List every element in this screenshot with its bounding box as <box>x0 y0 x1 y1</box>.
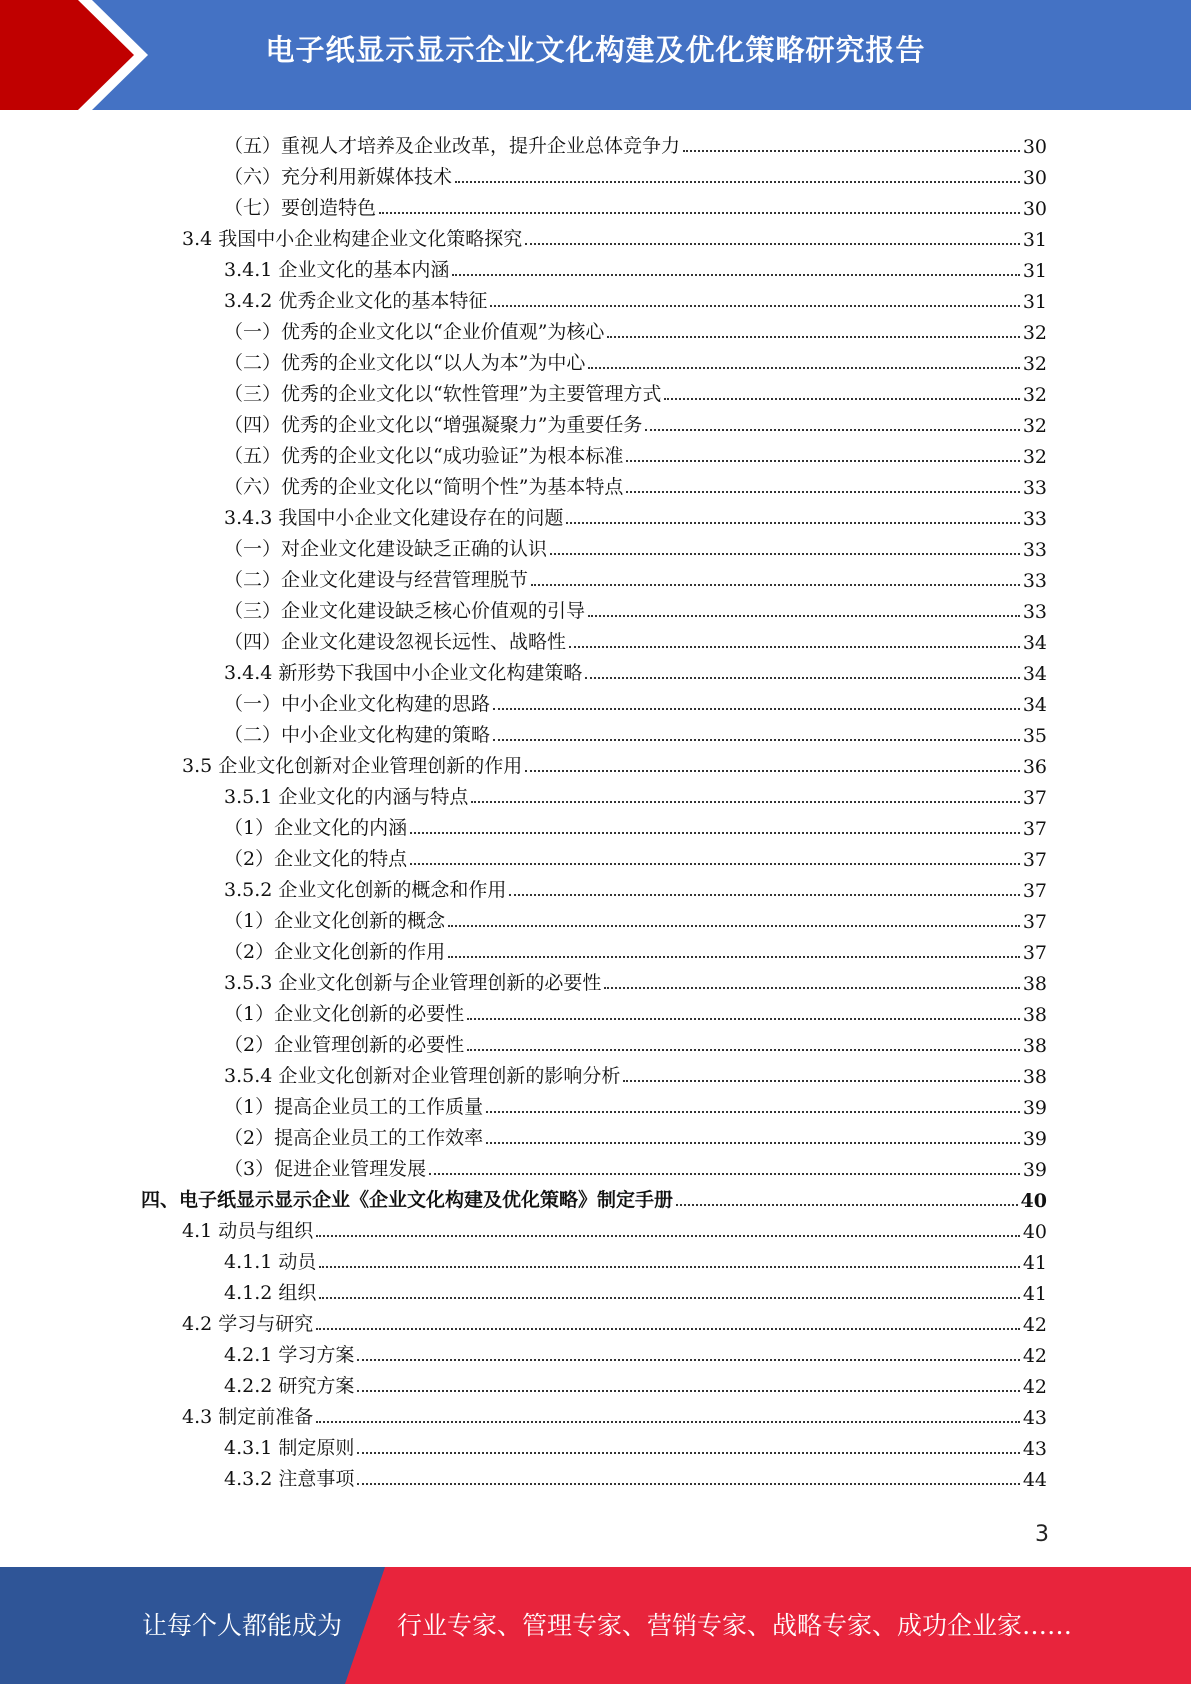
toc-entry-page: 40 <box>1020 1190 1047 1212</box>
footer-slogan-right: 行业专家、管理专家、营销专家、战略专家、成功企业家…… <box>397 1611 1073 1640</box>
toc-entry[interactable] <box>224 778 1047 809</box>
toc-entry-label: 4.3.2 注意事项 <box>224 1468 355 1490</box>
toc-entry-label: 四、电子纸显示显示企业《企业文化构建及优化策略》制定手册 <box>141 1189 674 1211</box>
toc-entry-label: 4.1 动员与组织 <box>182 1220 314 1242</box>
toc-entry-page: 41 <box>1022 1283 1047 1305</box>
dot-leader <box>550 552 1020 555</box>
toc-entry[interactable] <box>224 623 1047 654</box>
toc-entry[interactable] <box>224 1057 1047 1088</box>
toc-entry-page: 34 <box>1022 663 1047 685</box>
toc-entry-page: 33 <box>1022 601 1047 623</box>
toc-entry-page: 33 <box>1022 570 1047 592</box>
toc-entry[interactable] <box>182 220 1047 251</box>
footer-slogan-left: 让每个人都能成为 <box>142 1611 343 1640</box>
dot-leader <box>357 1358 1019 1361</box>
dot-leader <box>486 1141 1020 1144</box>
toc-entry-page: 34 <box>1022 694 1047 716</box>
toc-entry-page: 31 <box>1022 291 1047 313</box>
toc-entry-label: （三）企业文化建设缺乏核心价值观的引导 <box>224 600 586 622</box>
toc-entry-page: 30 <box>1022 198 1047 220</box>
dot-leader <box>676 1203 1018 1206</box>
toc-entry-label: 3.5.2 企业文化创新的概念和作用 <box>224 879 507 901</box>
toc-entry[interactable] <box>224 654 1047 685</box>
toc-entry[interactable] <box>224 406 1047 437</box>
toc-entry-page: 30 <box>1022 136 1047 158</box>
dot-leader <box>588 614 1020 617</box>
toc-entry-page: 42 <box>1022 1376 1047 1398</box>
toc-entry-label: （2）企业管理创新的必要性 <box>224 1034 465 1056</box>
dot-leader <box>357 1482 1019 1485</box>
toc-entry-page: 38 <box>1022 1004 1047 1026</box>
dot-leader <box>316 1420 1020 1423</box>
toc-entry-label: （五）重视人才培养及企业改革，提升企业总体竞争力 <box>224 135 681 157</box>
toc-entry-page: 35 <box>1022 725 1047 747</box>
toc-entry[interactable] <box>224 871 1047 902</box>
document-title: 电子纸显示显示企业文化构建及优化策略研究报告 <box>265 33 926 67</box>
toc-entry[interactable] <box>224 1274 1047 1305</box>
toc-entry-page: 42 <box>1022 1345 1047 1367</box>
toc-entry[interactable] <box>224 189 1047 220</box>
toc-entry-page: 39 <box>1022 1159 1047 1181</box>
toc-entry-page: 33 <box>1022 508 1047 530</box>
toc-entry-page: 38 <box>1022 1035 1047 1057</box>
dot-leader <box>410 862 1020 865</box>
dot-leader <box>493 738 1020 741</box>
toc-entry-page: 37 <box>1022 911 1047 933</box>
toc-entry-page: 38 <box>1022 1066 1047 1088</box>
toc-entry-label: 4.2.1 学习方案 <box>224 1344 355 1366</box>
toc-entry-label: （六）优秀的企业文化以“简明个性”为基本特点 <box>224 476 624 498</box>
dot-leader <box>493 707 1020 710</box>
dot-leader <box>525 242 1020 245</box>
toc-entry-label: 4.1.1 动员 <box>224 1251 317 1273</box>
toc-entry-page: 31 <box>1022 260 1047 282</box>
toc-entry-label: 3.5.3 企业文化创新与企业管理创新的必要性 <box>224 972 602 994</box>
toc-entry-label: 4.2 学习与研究 <box>182 1313 314 1335</box>
toc-entry-page: 37 <box>1022 787 1047 809</box>
toc-chapter-entry[interactable] <box>141 1181 1047 1212</box>
dot-leader <box>588 366 1019 369</box>
toc-entry-label: 3.4.4 新形势下我国中小企业文化构建策略 <box>224 662 583 684</box>
toc-entry[interactable] <box>224 313 1047 344</box>
toc-entry[interactable] <box>224 1429 1047 1460</box>
toc-entry-label: （一）中小企业文化构建的思路 <box>224 693 491 715</box>
dot-leader <box>626 490 1019 493</box>
toc-entry[interactable] <box>224 1460 1047 1491</box>
toc-entry[interactable] <box>224 251 1047 282</box>
toc-entry-label: （1）企业文化创新的必要性 <box>224 1003 465 1025</box>
toc-entry-page: 40 <box>1022 1221 1047 1243</box>
toc-entry[interactable] <box>224 282 1047 313</box>
dot-leader <box>664 397 1019 400</box>
toc-entry-label: （四）优秀的企业文化以“增强凝聚力”为重要任务 <box>224 414 643 436</box>
dot-leader <box>319 1296 1019 1299</box>
toc-entry-label: （2）企业文化创新的作用 <box>224 941 446 963</box>
toc-entry-label: （2）企业文化的特点 <box>224 848 408 870</box>
toc-entry-label: 3.5.4 企业文化创新对企业管理创新的影响分析 <box>224 1065 621 1087</box>
toc-entry[interactable] <box>224 902 1047 933</box>
toc-entry-page: 32 <box>1022 322 1047 344</box>
toc-entry-label: 3.4.1 企业文化的基本内涵 <box>224 259 450 281</box>
toc-entry-page: 33 <box>1022 477 1047 499</box>
toc-entry-label: （七）要创造特色 <box>224 197 377 219</box>
toc-entry[interactable] <box>224 1088 1047 1119</box>
toc-entry[interactable] <box>182 1212 1047 1243</box>
toc-entry-label: （二）优秀的企业文化以“以人为本”为中心 <box>224 352 586 374</box>
footer-banner <box>0 1567 1191 1684</box>
dot-leader <box>566 521 1019 524</box>
toc-entry[interactable] <box>224 1336 1047 1367</box>
toc-entry[interactable] <box>224 437 1047 468</box>
toc-entry-page: 39 <box>1022 1128 1047 1150</box>
toc-entry[interactable] <box>224 685 1047 716</box>
dot-leader <box>319 1265 1019 1268</box>
toc-entry-label: 3.4.3 我国中小企业文化建设存在的问题 <box>224 507 564 529</box>
toc-entry-page: 34 <box>1022 632 1047 654</box>
dot-leader <box>531 583 1020 586</box>
toc-entry[interactable] <box>224 933 1047 964</box>
toc-entry-page: 37 <box>1022 880 1047 902</box>
toc-entry-label: 3.4 我国中小企业构建企业文化策略探究 <box>182 228 523 250</box>
toc-entry[interactable] <box>224 1367 1047 1398</box>
toc-entry[interactable] <box>224 530 1047 561</box>
dot-leader <box>509 893 1019 896</box>
dot-leader <box>357 1451 1019 1454</box>
toc-entry[interactable] <box>224 964 1047 995</box>
toc-entry-page: 42 <box>1022 1314 1047 1336</box>
toc-entry[interactable] <box>224 1150 1047 1181</box>
toc-entry-page: 43 <box>1022 1438 1047 1460</box>
dot-leader <box>410 831 1020 834</box>
toc-entry-label: （2）提高企业员工的工作效率 <box>224 1127 484 1149</box>
dot-leader <box>471 800 1019 803</box>
toc-entry-label: 4.1.2 组织 <box>224 1282 317 1304</box>
dot-leader <box>486 1110 1020 1113</box>
dot-leader <box>623 1079 1019 1082</box>
dot-leader <box>448 955 1020 958</box>
dot-leader <box>525 769 1020 772</box>
page-number: 3 <box>1035 1522 1049 1547</box>
dot-leader <box>448 924 1020 927</box>
toc-entry-label: 4.2.2 研究方案 <box>224 1375 355 1397</box>
toc-entry-page: 38 <box>1022 973 1047 995</box>
dot-leader <box>357 1389 1019 1392</box>
toc-entry[interactable] <box>224 1119 1047 1150</box>
toc-entry-page: 30 <box>1022 167 1047 189</box>
toc-entry-label: 3.5.1 企业文化的内涵与特点 <box>224 786 469 808</box>
dot-leader <box>429 1172 1020 1175</box>
dot-leader <box>585 676 1019 679</box>
toc-entry-label: （一）对企业文化建设缺乏正确的认识 <box>224 538 548 560</box>
dot-leader <box>569 645 1020 648</box>
toc-entry[interactable] <box>224 809 1047 840</box>
toc-entry-label: （二）中小企业文化构建的策略 <box>224 724 491 746</box>
header-bar <box>0 0 1191 110</box>
toc-entry-page: 36 <box>1022 756 1047 778</box>
dot-leader <box>683 149 1020 152</box>
dot-leader <box>316 1327 1020 1330</box>
toc-entry-page: 37 <box>1022 849 1047 871</box>
toc-entry-page: 32 <box>1022 415 1047 437</box>
toc-entry-label: 3.4.2 优秀企业文化的基本特征 <box>224 290 488 312</box>
toc-entry-label: 4.3 制定前准备 <box>182 1406 314 1428</box>
toc-entry-page: 32 <box>1022 353 1047 375</box>
dot-leader <box>607 335 1019 338</box>
dot-leader <box>490 304 1019 307</box>
toc-entry-label: （二）企业文化建设与经营管理脱节 <box>224 569 529 591</box>
toc-entry-page: 39 <box>1022 1097 1047 1119</box>
chevron-arrow-icon <box>0 0 160 110</box>
toc-entry-label: （六）充分利用新媒体技术 <box>224 166 453 188</box>
dot-leader <box>452 273 1019 276</box>
toc-entry-label: （一）优秀的企业文化以“企业价值观”为核心 <box>224 321 605 343</box>
toc-entry[interactable] <box>182 1305 1047 1336</box>
dot-leader <box>645 428 1019 431</box>
toc-entry[interactable] <box>224 592 1047 623</box>
toc-entry[interactable] <box>224 468 1047 499</box>
toc-entry-page: 32 <box>1022 446 1047 468</box>
toc-entry-label: （四）企业文化建设忽视长远性、战略性 <box>224 631 567 653</box>
dot-leader <box>379 211 1020 214</box>
dot-leader <box>455 180 1020 183</box>
toc-entry[interactable] <box>224 561 1047 592</box>
toc-entry-label: 3.5 企业文化创新对企业管理创新的作用 <box>182 755 523 777</box>
toc-entry-page: 32 <box>1022 384 1047 406</box>
toc-entry[interactable] <box>224 1243 1047 1274</box>
toc-entry-label: （3）促进企业管理发展 <box>224 1158 427 1180</box>
toc-entry-label: 4.3.1 制定原则 <box>224 1437 355 1459</box>
toc-entry-label: （1）企业文化创新的概念 <box>224 910 446 932</box>
toc-entry-label: （三）优秀的企业文化以“软性管理”为主要管理方式 <box>224 383 662 405</box>
toc-entry-page: 44 <box>1022 1469 1047 1491</box>
toc-entry[interactable] <box>182 1398 1047 1429</box>
toc-entry[interactable] <box>224 375 1047 406</box>
toc-entry[interactable] <box>224 1026 1047 1057</box>
toc-entry[interactable] <box>224 344 1047 375</box>
dot-leader <box>316 1234 1020 1237</box>
toc-entry-page: 33 <box>1022 539 1047 561</box>
toc-entry[interactable] <box>224 716 1047 747</box>
toc-entry[interactable] <box>224 840 1047 871</box>
toc-entry-label: （五）优秀的企业文化以“成功验证”为根本标准 <box>224 445 624 467</box>
toc-entry[interactable] <box>224 995 1047 1026</box>
toc-entry-page: 43 <box>1022 1407 1047 1429</box>
toc-entry[interactable] <box>224 158 1047 189</box>
toc-entry-label: （1）企业文化的内涵 <box>224 817 408 839</box>
dot-leader <box>604 986 1019 989</box>
dot-leader <box>467 1048 1020 1051</box>
toc-entry-label: （1）提高企业员工的工作质量 <box>224 1096 484 1118</box>
toc-entry-page: 31 <box>1022 229 1047 251</box>
toc-entry[interactable] <box>182 747 1047 778</box>
toc-entry-page: 37 <box>1022 818 1047 840</box>
toc-entry[interactable] <box>224 127 1047 158</box>
dot-leader <box>626 459 1019 462</box>
toc-entry-page: 41 <box>1022 1252 1047 1274</box>
toc-entry-page: 37 <box>1022 942 1047 964</box>
toc-entry[interactable] <box>224 499 1047 530</box>
dot-leader <box>467 1017 1020 1020</box>
